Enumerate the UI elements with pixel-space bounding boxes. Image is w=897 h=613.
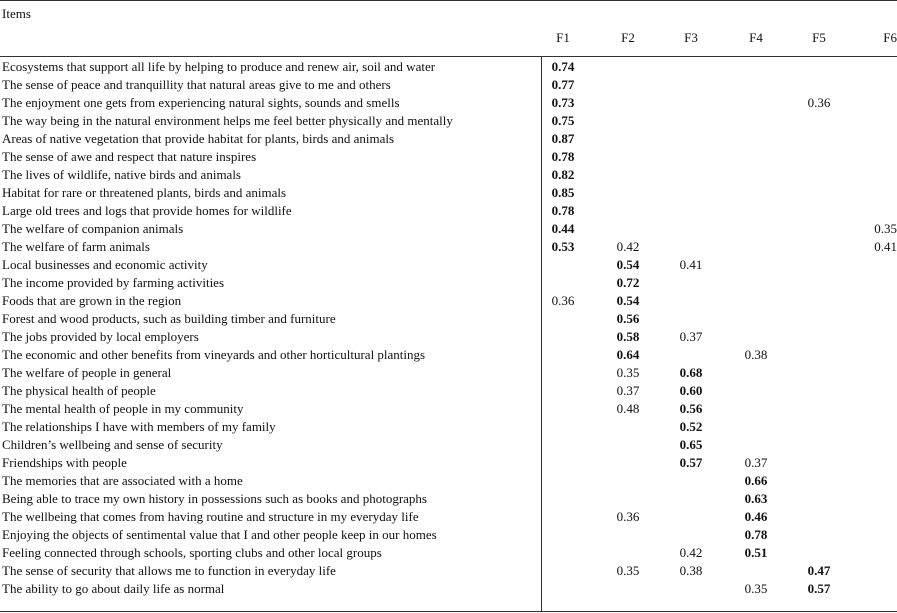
loading-f5: 0.57: [807, 581, 831, 596]
table-body: [0, 58, 897, 598]
table-row: [0, 490, 897, 508]
row-label: Being able to trace my own history in possessions such as books and photographs: [2, 491, 427, 506]
loading-f2: 0.35: [616, 563, 640, 578]
row-label: The wellbeing that comes from having routine and structure in my everyday life: [2, 509, 419, 524]
loading-f4: 0.51: [744, 545, 768, 560]
row-label: The jobs provided by local employers: [2, 329, 199, 344]
row-label: The sense of awe and respect that nature inspires: [2, 149, 257, 164]
table-row: [0, 238, 897, 256]
row-label: The ability to go about daily life as normal: [2, 581, 225, 596]
loading-f2: 0.72: [616, 275, 640, 290]
loading-f1: 0.36: [551, 293, 575, 308]
table-row: [0, 562, 897, 580]
table-row: [0, 130, 897, 148]
table-row: [0, 148, 897, 166]
loading-f2: 0.35: [616, 365, 640, 380]
loading-f6: 0.41: [874, 239, 897, 254]
table-row: [0, 166, 897, 184]
loading-f4: 0.35: [744, 581, 768, 596]
loading-f2: 0.56: [616, 311, 640, 326]
items-column-header: Items: [2, 6, 31, 21]
table-row: [0, 94, 897, 112]
table-row: [0, 364, 897, 382]
table-row: [0, 76, 897, 94]
row-label: The income provided by farming activities: [2, 275, 225, 290]
loading-f1: 0.44: [551, 221, 575, 236]
row-label: The enjoyment one gets from experiencing natural sights, sounds and smells: [2, 95, 400, 110]
table-row: [0, 310, 897, 328]
row-label: Friendships with people: [2, 455, 127, 470]
row-label: Areas of native vegetation that provide habitat for plants, birds and animals: [2, 131, 395, 146]
row-label: The welfare of companion animals: [2, 221, 184, 236]
loading-f4: 0.37: [744, 455, 768, 470]
row-label: Local businesses and economic activity: [2, 257, 208, 272]
loading-f3: 0.65: [679, 437, 703, 452]
table-row: [0, 508, 897, 526]
loading-f4: 0.66: [744, 473, 768, 488]
table-row: [0, 58, 897, 76]
loading-f1: 0.87: [551, 131, 575, 146]
loading-f1: 0.82: [551, 167, 575, 182]
table-row: [0, 292, 897, 310]
row-label: Children’s wellbeing and sense of security: [2, 437, 223, 452]
loading-f6: 0.35: [874, 221, 897, 236]
loading-f4: 0.38: [744, 347, 768, 362]
row-label: The lives of wildlife, native birds and animals: [2, 167, 241, 182]
loading-f4: 0.46: [744, 509, 768, 524]
loading-f1: 0.78: [551, 203, 575, 218]
loading-f3: 0.41: [679, 257, 703, 272]
row-label: The mental health of people in my community: [2, 401, 244, 416]
column-header-f3: F3: [684, 30, 698, 45]
loading-f1: 0.74: [551, 59, 575, 74]
loading-f1: 0.75: [551, 113, 575, 128]
column-header-f2: F2: [621, 30, 635, 45]
loading-f3: 0.42: [679, 545, 703, 560]
row-label: Foods that are grown in the region: [2, 293, 182, 308]
table-row: [0, 382, 897, 400]
loading-f4: 0.63: [744, 491, 768, 506]
table-row: [0, 454, 897, 472]
loading-f3: 0.37: [679, 329, 703, 344]
column-header-f4: F4: [749, 30, 763, 45]
loading-f2: 0.37: [616, 383, 640, 398]
row-label: The welfare of people in general: [2, 365, 172, 380]
row-label: Enjoying the objects of sentimental value that I and other people keep in our homes: [2, 527, 437, 542]
loading-f2: 0.36: [616, 509, 640, 524]
loading-f1: 0.78: [551, 149, 575, 164]
table-row: [0, 526, 897, 544]
table-row: [0, 580, 897, 598]
row-label: Habitat for rare or threatened plants, birds and animals: [2, 185, 287, 200]
loading-f1: 0.77: [551, 77, 575, 92]
loading-f2: 0.58: [616, 329, 640, 344]
table-row: [0, 418, 897, 436]
row-label: Feeling connected through schools, sporting clubs and other local groups: [2, 545, 382, 560]
loading-f4: 0.78: [744, 527, 768, 542]
table-row: [0, 184, 897, 202]
loading-f2: 0.42: [616, 239, 640, 254]
table-row: [0, 400, 897, 418]
column-header-f6: F6: [883, 30, 897, 45]
row-label: The sense of security that allows me to function in everyday life: [2, 563, 336, 578]
loading-f3: 0.60: [679, 383, 703, 398]
row-label: The economic and other benefits from vineyards and other horticultural plantings: [2, 347, 426, 362]
table-row: [0, 202, 897, 220]
table-row: [0, 544, 897, 562]
loading-f3: 0.52: [679, 419, 703, 434]
table-row: [0, 346, 897, 364]
loading-f2: 0.64: [616, 347, 640, 362]
bottom-rule: [0, 611, 897, 612]
row-label: The memories that are associated with a home: [2, 473, 243, 488]
table-row: [0, 472, 897, 490]
loading-f2: 0.48: [616, 401, 640, 416]
loading-f2: 0.54: [616, 257, 640, 272]
loading-f3: 0.57: [679, 455, 703, 470]
column-header-f1: F1: [556, 30, 570, 45]
top-rule: [0, 0, 897, 1]
table-row: [0, 274, 897, 292]
loading-f5: 0.47: [807, 563, 831, 578]
row-label: The relationships I have with members of my family: [2, 419, 276, 434]
loading-f1: 0.53: [551, 239, 575, 254]
row-label: The sense of peace and tranquillity that natural areas give to me and others: [2, 77, 391, 92]
header-rule: [0, 56, 897, 57]
loading-f3: 0.38: [679, 563, 703, 578]
loading-f1: 0.73: [551, 95, 575, 110]
table-row: [0, 220, 897, 238]
column-header-f5: F5: [812, 30, 826, 45]
loading-f1: 0.85: [551, 185, 575, 200]
table-row: [0, 436, 897, 454]
loading-f2: 0.54: [616, 293, 640, 308]
row-label: The way being in the natural environment helps me feel better physically and mentally: [2, 113, 453, 128]
row-label: The welfare of farm animals: [2, 239, 150, 254]
table-row: [0, 256, 897, 274]
loading-f3: 0.56: [679, 401, 703, 416]
loading-f3: 0.68: [679, 365, 703, 380]
table-row: [0, 328, 897, 346]
row-label: Forest and wood products, such as building timber and furniture: [2, 311, 336, 326]
row-label: Ecosystems that support all life by helping to produce and renew air, soil and water: [2, 59, 436, 74]
table-row: [0, 112, 897, 130]
row-label: Large old trees and logs that provide homes for wildlife: [2, 203, 292, 218]
row-label: The physical health of people: [2, 383, 156, 398]
loading-f5: 0.36: [807, 95, 831, 110]
